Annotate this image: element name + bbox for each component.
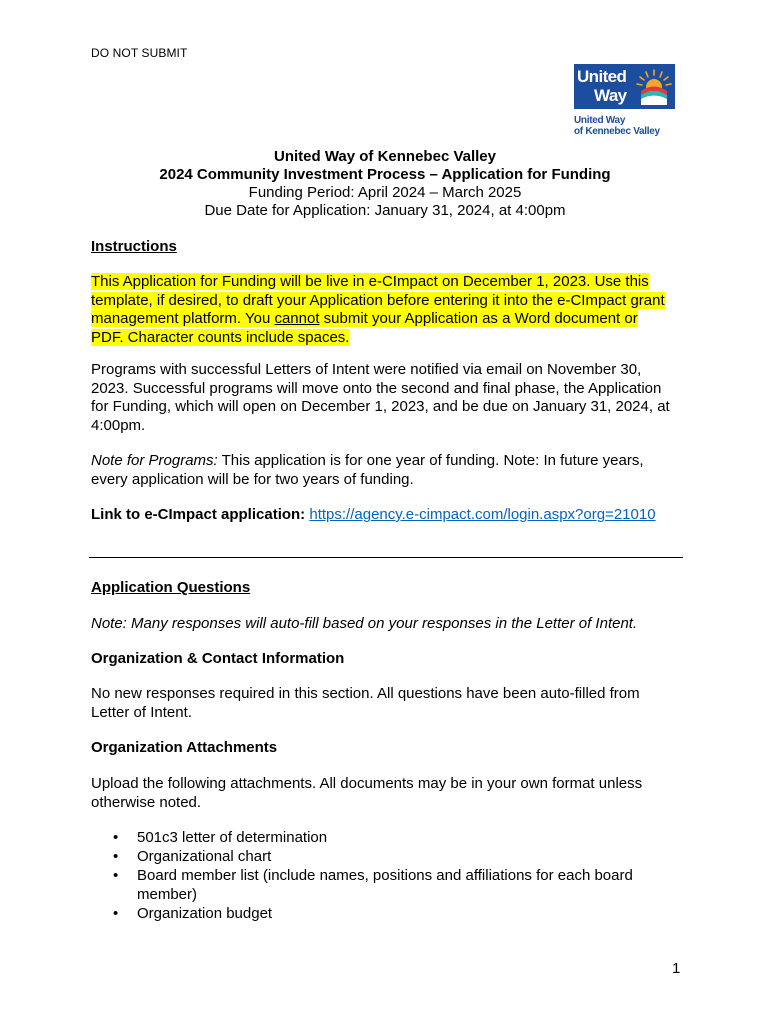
note-text: This application is for one year of funding. Note: In future years, every application will be for two years of funding. bbox=[91, 452, 644, 488]
list-item: • Organizational chart bbox=[113, 848, 272, 865]
attachments-text: Upload the following attachments. All documents may be in your own format unless otherwise noted. bbox=[91, 775, 643, 811]
section-divider bbox=[89, 557, 683, 558]
list-item: • 501c3 letter of determination bbox=[113, 829, 328, 846]
logo-word-way: Way bbox=[594, 86, 627, 105]
logo-word-united: United bbox=[577, 67, 627, 86]
org-title: United Way of Kennebec Valley bbox=[273, 148, 496, 165]
bullet: • bbox=[113, 848, 119, 865]
funding-period: Funding Period: April 2024 – March 2025 bbox=[248, 184, 522, 201]
note-label: Note for Programs: bbox=[91, 452, 218, 469]
logo-subtitle-line1: United Way bbox=[574, 115, 626, 126]
list-item: • Board member list (include names, positions and affiliations for each board member) bbox=[113, 867, 633, 903]
due-date: Due Date for Application: January 31, 2024, at 4:00pm bbox=[204, 202, 566, 219]
instructions-paragraph: Programs with successful Letters of Intent were notified via email on November 30, 2023. Successful programs will move onto the second and final phase, the Application for Funding, which will open on December 1, 2023, and be due on January 31, 2024, at 4:00pm. bbox=[91, 361, 670, 434]
do-not-submit-label: DO NOT SUBMIT bbox=[91, 46, 188, 60]
highlighted-instructions bbox=[91, 273, 671, 347]
united-way-logo bbox=[574, 64, 676, 138]
bullet: • bbox=[113, 905, 119, 922]
page-number: 1 bbox=[672, 960, 681, 977]
instructions-heading: Instructions bbox=[91, 238, 177, 255]
link-label: Link to e-CImpact application: bbox=[91, 506, 306, 523]
highlight-cannot: cannot bbox=[274, 310, 320, 327]
highlight-text-2: submit your Application as a Word document or PDF. Character counts include spaces. bbox=[91, 310, 638, 346]
bullet: • bbox=[113, 867, 119, 884]
org-contact-text: No new responses required in this section. All questions have been auto-filled from Letter of Intent. bbox=[91, 685, 640, 721]
ecimpact-link[interactable]: https://agency.e-cimpact.com/login.aspx?org=21010 bbox=[309, 506, 656, 523]
auto-fill-note: Note: Many responses will auto-fill based on your responses in the Letter of Intent. bbox=[91, 615, 638, 632]
application-questions-heading: Application Questions bbox=[91, 579, 251, 596]
org-contact-heading: Organization & Contact Information bbox=[91, 650, 345, 667]
document-title: 2024 Community Investment Process – Application for Funding bbox=[159, 166, 611, 183]
attachments-heading: Organization Attachments bbox=[91, 739, 278, 756]
logo-subtitle-line2: of Kennebec Valley bbox=[574, 126, 660, 137]
note-for-programs bbox=[91, 452, 671, 489]
united-way-hand-rainbow-icon bbox=[635, 67, 673, 107]
attachments-list bbox=[113, 828, 673, 923]
link-line bbox=[91, 506, 691, 525]
highlight-text-1: This Application for Funding will be live in e-CImpact on December 1, 2023. Use this template, if desired, to draft your Application before entering it into the e-CImpact grant management platform. You bbox=[91, 273, 665, 327]
list-item: • Organization budget bbox=[113, 905, 273, 922]
logo-badge bbox=[574, 64, 675, 109]
bullet: • bbox=[113, 829, 119, 846]
